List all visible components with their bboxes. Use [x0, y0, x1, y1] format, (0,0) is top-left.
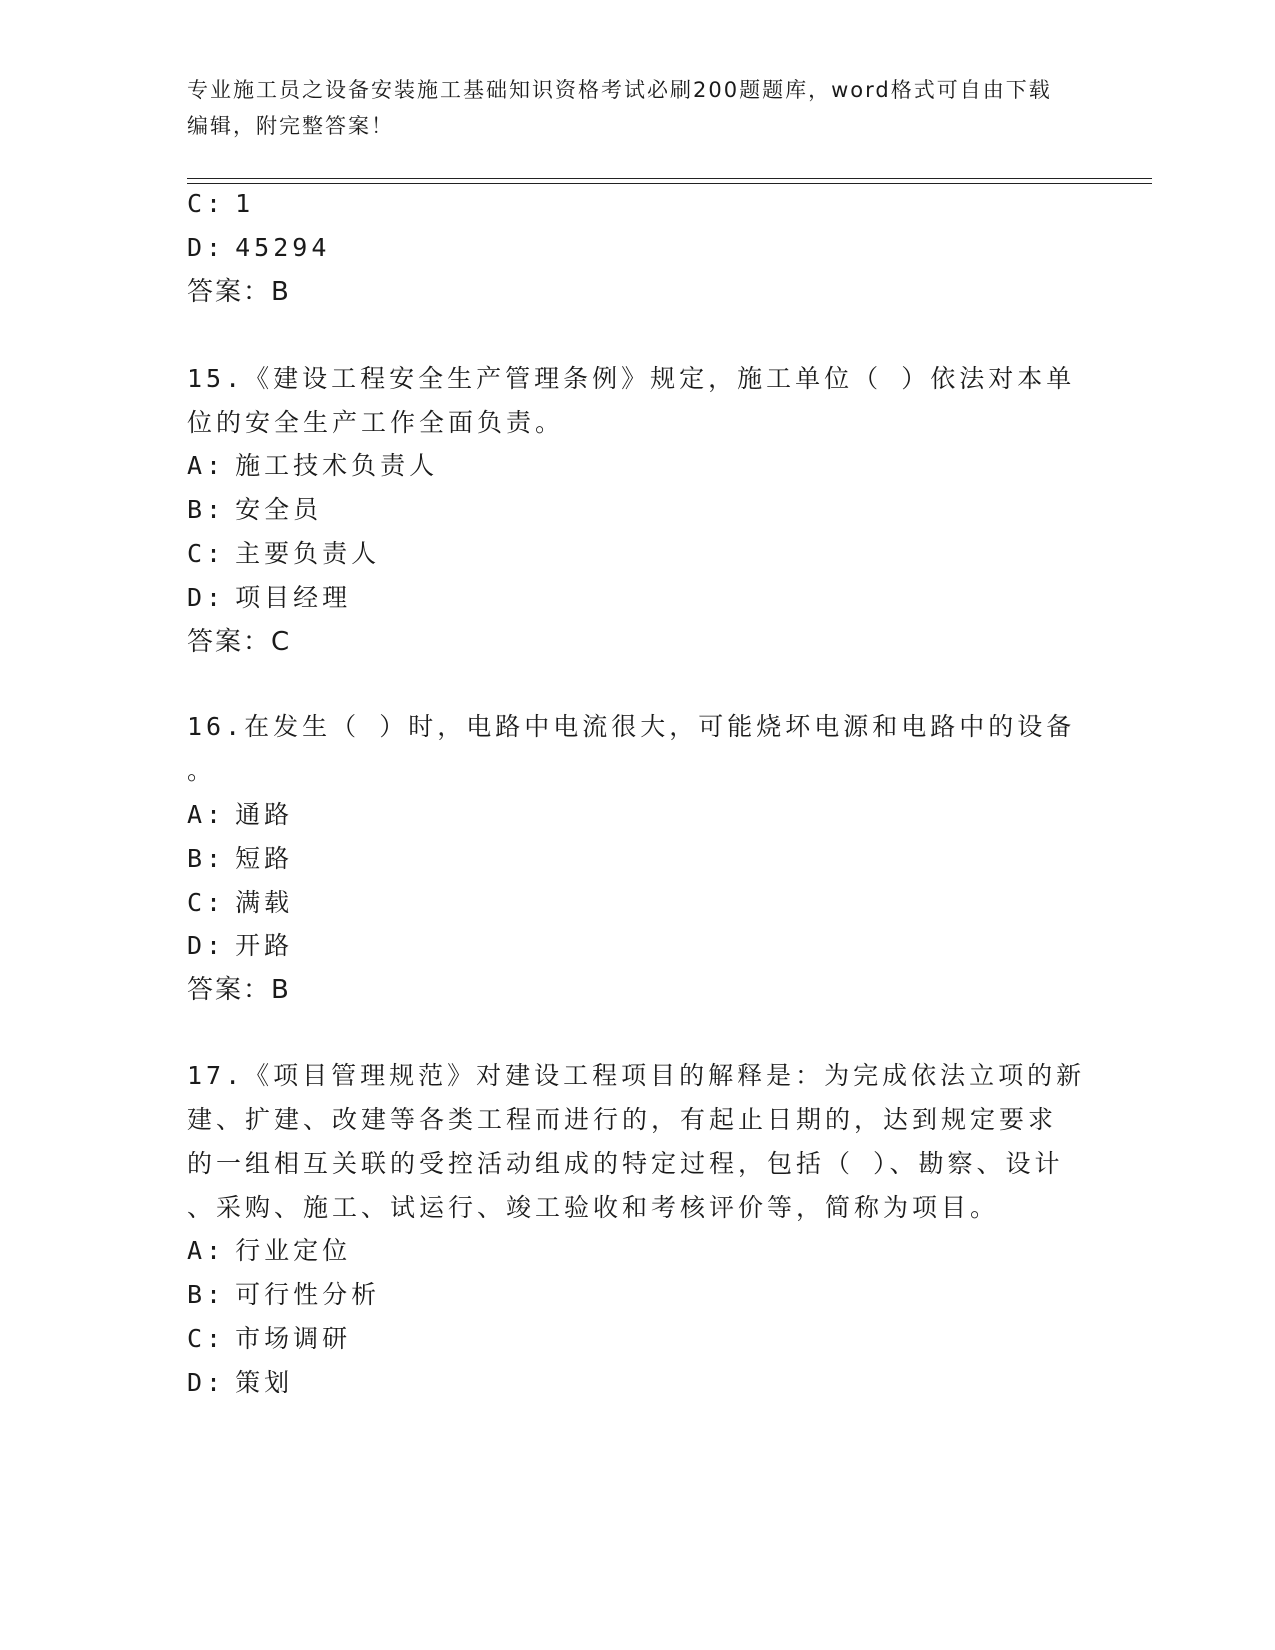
- page-header-title: 专业施工员之设备安装施工基础知识资格考试必刷200题题库，word格式可自由下载编辑，附完整答案！: [187, 78, 1052, 138]
- option-a: [187, 1236, 351, 1266]
- option-text: 行业定位: [235, 1236, 352, 1265]
- option-text: 开路: [235, 931, 294, 960]
- option-c: [187, 1324, 351, 1354]
- option-label: C:: [187, 189, 226, 218]
- question-stem: 16.在发生（ ）时，电路中电流很大，可能烧坏电源和电路中的设备: [187, 712, 1076, 741]
- option-label: A:: [187, 1236, 226, 1265]
- question-stem: 17.《项目管理规范》对建设工程项目的解释是：为完成依法立项的新: [187, 1061, 1086, 1090]
- question-stem: 建、扩建、改建等各类工程而进行的，有起止日期的，达到规定要求: [187, 1105, 1058, 1134]
- option-label: C:: [187, 539, 226, 568]
- option-text: 策划: [235, 1368, 294, 1397]
- question-stem: 。: [187, 756, 217, 785]
- option-text: 可行性分析: [235, 1280, 381, 1309]
- option-c: [187, 189, 254, 219]
- option-text: 安全员: [235, 495, 323, 524]
- option-d: [187, 931, 293, 961]
- option-text: 市场调研: [235, 1324, 352, 1353]
- option-b: [187, 495, 322, 525]
- question-stem: 位的安全生产工作全面负责。: [187, 408, 565, 437]
- option-label: D:: [187, 1368, 226, 1397]
- option-label: B:: [187, 495, 226, 524]
- option-c: [187, 888, 293, 918]
- header-divider: [187, 178, 1152, 184]
- option-text: 主要负责人: [235, 539, 381, 568]
- option-label: C:: [187, 1324, 226, 1353]
- option-text: 1: [235, 189, 255, 218]
- option-label: A:: [187, 800, 226, 829]
- option-text: 通路: [235, 800, 294, 829]
- answer: 答案：B: [187, 975, 291, 1005]
- answer: 答案：B: [187, 277, 291, 307]
- option-text: 45294: [235, 233, 331, 262]
- question-stem: 、采购、施工、试运行、竣工验收和考核评价等，简称为项目。: [187, 1193, 1000, 1222]
- option-text: 项目经理: [235, 583, 352, 612]
- option-text: 施工技术负责人: [235, 451, 439, 480]
- option-b: [187, 1280, 380, 1310]
- question-stem: 的一组相互关联的受控活动组成的特定过程，包括（ ）、勘察、设计: [187, 1149, 1064, 1178]
- option-label: D:: [187, 583, 226, 612]
- option-label: C:: [187, 888, 226, 917]
- option-label: D:: [187, 931, 226, 960]
- option-b: [187, 844, 293, 874]
- option-a: [187, 451, 438, 481]
- option-text: 短路: [235, 844, 294, 873]
- option-text: 满载: [235, 888, 294, 917]
- option-c: [187, 539, 380, 569]
- question-stem: 15.《建设工程安全生产管理条例》规定，施工单位（ ）依法对本单: [187, 364, 1076, 393]
- option-d: [187, 583, 351, 613]
- option-d: [187, 233, 330, 263]
- option-a: [187, 800, 293, 830]
- option-label: B:: [187, 844, 226, 873]
- option-label: B:: [187, 1280, 226, 1309]
- option-label: D:: [187, 233, 226, 262]
- option-d: [187, 1368, 293, 1398]
- answer: 答案：C: [187, 627, 292, 657]
- option-label: A:: [187, 451, 226, 480]
